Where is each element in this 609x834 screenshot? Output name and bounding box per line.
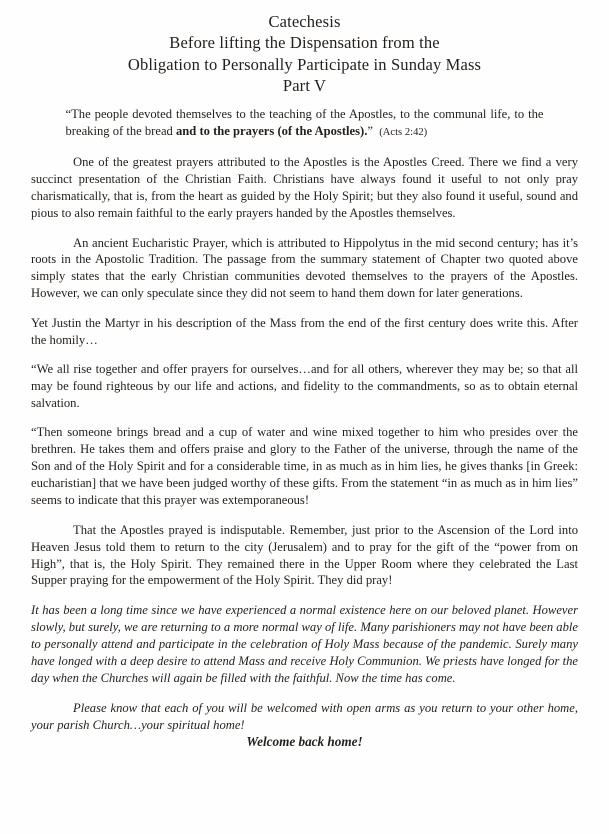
paragraph-pandemic-reflection: It has been a long time since we have experienced a normal existence here on our beloved planet. However slowly, but surely, we are returning to a more normal way of life. Many parishioners may not have been able to personally attend and participate in the celebration of Holy Mass because of the pandemic. Surely many have longed with a deep desire to attend Mass and receive Holy Communion. We priests have longed for the day when the Churches will again be filled with the faithful. Now the time has come.	[31, 602, 578, 685]
title-line-4: Part V	[282, 76, 327, 96]
scripture-quote-bold: and to the prayers (of the Apostles).	[176, 123, 368, 138]
closing-line: Welcome back home!	[246, 734, 363, 750]
document-body	[31, 97, 578, 751]
paragraph-justin-quote-one: “We all rise together and offer prayers for ourselves…and for all others, wherever they may be; so that all may be found righteous by our life and actions, and fidelity to the commandments, so as to obtain eternal salvation.	[31, 362, 578, 411]
paragraph-welcome-invitation: Please know that each of you will be welcomed with open arms as you return to your other home, your parish Church…your spiritual home!	[31, 700, 578, 732]
document-title	[0, 0, 609, 97]
paragraph-justin-quote-two: “Then someone brings bread and a cup of water and wine mixed together to him who presides over the brethren. He takes them and offers praise and glory to the Father of the universe, through the name of the Son and of the Holy Spirit and for a considerable time, in as much as in him lies, he gives thanks [in Greek: eucharistian] that we have been judged worthy of these gifts. From the statement “in as much as in him lies” seems to indicate that this prayer was extemporaneous!	[31, 425, 578, 508]
scripture-citation: (Acts 2:42)	[379, 126, 428, 138]
paragraph-apostles-prayed: That the Apostles prayed is indisputable. Remember, just prior to the Ascension of the Lord into Heaven Jesus told them to return to the city (Jerusalem) and to pray for the gift of the “power from on High”, that is, the Holy Spirit. They remained there in the Upper Room where they celebrated the Last Supper praying for the empowerment of the Holy Spirit. They did pray!	[31, 522, 578, 588]
title-line-3: Obligation to Personally Participate in Sunday Mass	[127, 54, 482, 74]
paragraph-hippolytus: An ancient Eucharistic Prayer, which is attributed to Hippolytus in the mid second century; has it’s roots in the Apostolic Tradition. The passage from the summary statement of Chapter two quoted above simply states that the early Christian communities devoted themselves to the prayers of the Apostles. However, we can only speculate since they did not seem to hand them down for later generations.	[31, 235, 578, 301]
scripture-quote-closequote: ”	[367, 123, 373, 138]
title-line-1: Catechesis	[268, 12, 341, 31]
scripture-quote-block	[66, 106, 544, 141]
title-line-2: Before lifting the Dispensation from the	[169, 33, 440, 53]
paragraph-justin-martyr-intro: Yet Justin the Martyr in his description of the Mass from the end of the first century does write this. After the homily…	[31, 315, 578, 347]
paragraph-apostles-creed: One of the greatest prayers attributed to the Apostles is the Apostles Creed. There we find a very succinct presentation of the Christian Faith. Christians have always found it useful to not only pray charismatically, that is, from the heart as guided by the Holy Spirit; but they also found it useful, sound and pious to also remain faithful to the early prayers handed by the Apostles themselves.	[31, 155, 578, 221]
scripture-quote-text: “The people devoted themselves to the teaching of the Apostles, to the communal life, to the breaking of the bread	[65, 106, 544, 138]
